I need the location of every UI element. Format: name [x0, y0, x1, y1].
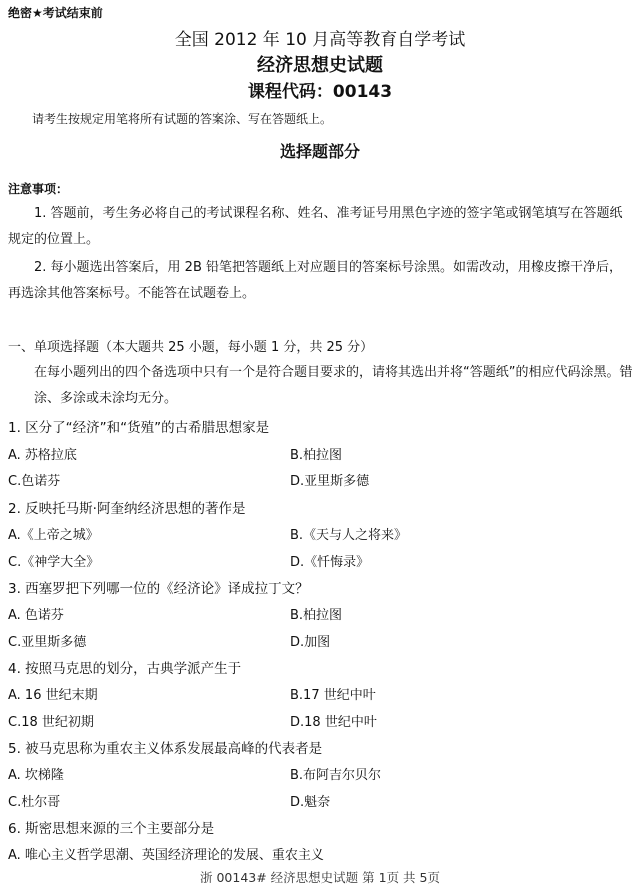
- question-2-option-b: B.《天与人之将来》: [290, 528, 408, 543]
- question-3-option-d: D.加图: [290, 635, 331, 650]
- note-item-1: 1. 答题前，考生务必将自己的考试课程名称、姓名、准考证号用黑色字迹的签字笔或钢笔填写在答题纸规定的位置上。: [8, 206, 623, 247]
- question-1-option-b: B.柏拉图: [290, 448, 343, 463]
- question-6-option-a: A. 唯心主义哲学思潮、英国经济理论的发展、重农主义: [8, 848, 324, 863]
- question-2-option-a: A.《上帝之城》: [8, 528, 99, 543]
- question-5-option-c: C.杜尔哥: [8, 795, 61, 810]
- course-code: 课程代码：00143: [247, 82, 393, 102]
- question-stem-3: 3. 西塞罗把下列哪一位的《经济论》译成拉丁文？: [8, 581, 309, 597]
- page-footer: 浙 00143# 经济思想史试题 第 1页 共 5页: [200, 870, 440, 885]
- question-3-option-c: C.亚里斯多德: [8, 635, 87, 650]
- question-1-option-c: C.色诺芬: [8, 474, 61, 489]
- section-instruction: 在每小题列出的四个备选项中只有一个是符合题目要求的，请将其选出并将“答题纸”的相应代码涂黑。错涂、多涂或未涂均无分。: [34, 365, 633, 406]
- question-5-option-b: B.布阿吉尔贝尔: [290, 768, 382, 783]
- question-4-option-a: A. 16 世纪末期: [8, 688, 98, 703]
- question-stem-6: 6. 斯密思想来源的三个主要部分是: [8, 821, 215, 837]
- question-stem-1: 1. 区分了“经济”和“货殖”的古希腊思想家是: [8, 420, 270, 436]
- question-2-option-c: C.《神学大全》: [8, 555, 100, 570]
- question-stem-4: 4. 按照马克思的划分，古典学派产生于: [8, 661, 242, 677]
- note-item-2: 2. 每小题选出答案后，用 2B 铅笔把答题纸上对应题目的答案标号涂黑。如需改动，用橡皮擦干净后，再选涂其他答案标号。不能答在试题卷上。: [8, 260, 622, 301]
- question-1-option-d: D.亚里斯多德: [290, 474, 370, 489]
- question-stem-2: 2. 反映托马斯·阿奎纳经济思想的著作是: [8, 501, 246, 517]
- exam-title: 全国 2012 年 10 月高等教育自学考试: [174, 30, 466, 50]
- subject-title: 经济思想史试题: [257, 55, 383, 76]
- question-1-option-a: A. 苏格拉底: [8, 448, 77, 463]
- question-5-option-a: A. 坎梯隆: [8, 768, 64, 783]
- question-3-option-a: A. 色诺芬: [8, 608, 64, 623]
- secret-mark: 绝密★考试结束前: [8, 6, 103, 20]
- section-heading: 一、单项选择题（本大题共 25 小题，每小题 1 分，共 25 分）: [8, 340, 374, 355]
- question-5-option-d: D.魁奈: [290, 795, 331, 810]
- notes-heading: 注意事项：: [8, 182, 69, 196]
- question-2-option-d: D.《忏悔录》: [290, 555, 370, 570]
- question-4-option-b: B.17 世纪中叶: [290, 688, 376, 703]
- question-stem-5: 5. 被马克思称为重农主义体系发展最高峰的代表者是: [8, 741, 323, 757]
- question-4-option-c: C.18 世纪初期: [8, 715, 94, 730]
- question-3-option-b: B.柏拉图: [290, 608, 343, 623]
- part-title: 选择题部分: [279, 142, 360, 161]
- question-4-option-d: D.18 世纪中叶: [290, 715, 377, 730]
- answer-instruction: 请考生按规定用笔将所有试题的答案涂、写在答题纸上。: [32, 112, 333, 126]
